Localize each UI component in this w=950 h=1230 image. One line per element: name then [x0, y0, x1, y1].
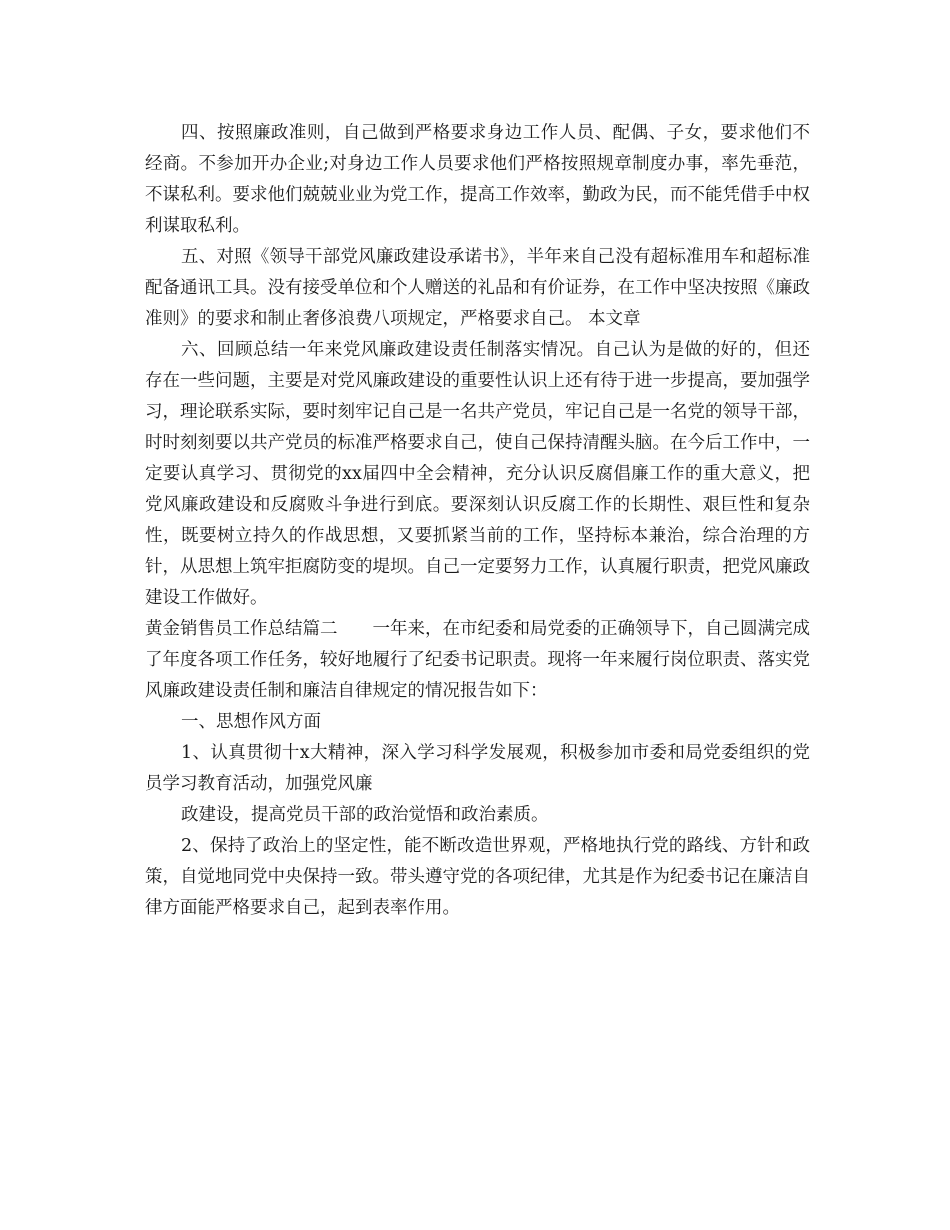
subheading-thought-style: 一、思想作风方面	[181, 712, 321, 732]
paragraph-4: 四、按照廉政准则，自己做到严格要求身边工作人员、配偶、子女，要求他们不经商。不参加开办企业;对身边工作人员要求他们严格按照规章制度办事，率先垂范，不谋私利。要求他们兢兢业业为党工作，提高工作效率，勤政为民，而不能凭借手中权利谋取私利。	[145, 123, 810, 236]
document-body	[145, 118, 810, 924]
paragraph-item-1-cont: 政建设，提高党员干部的政治觉悟和政治素质。	[181, 805, 549, 825]
section-heading-paragraph: 黄金销售员工作总结篇二 一年来，在市纪委和局党委的正确领导下，自己圆满完成了年度各项工作任务，较好地履行了纪委书记职责。现将一年来履行岗位职责、落实党风廉政建设责任制和廉洁自律规定的情况报告如下：	[145, 619, 810, 701]
paragraph-item-1: 1、认真贯彻十x大精神，深入学习科学发展观，积极参加市委和局党委组织的党员学习教育活动，加强党风廉	[145, 743, 810, 794]
paragraph-5: 五、对照《领导干部党风廉政建设承诺书》，半年来自己没有超标准用车和超标准配备通讯工具。没有接受单位和个人赠送的礼品和有价证券，在工作中坚决按照《廉政准则》的要求和制止奢侈浪费八项规定，严格要求自己。 本文章	[145, 247, 810, 329]
paragraph-item-2: 2、保持了政治上的坚定性，能不断改造世界观，严格地执行党的路线、方针和政策，自觉地同党中央保持一致。带头遵守党的各项纪律，尤其是作为纪委书记在廉洁自律方面能严格要求自己，起到表率作用。	[145, 836, 810, 918]
paragraph-6: 六、回顾总结一年来党风廉政建设责任制落实情况。自己认为是做的好的，但还存在一些问题，主要是对党风廉政建设的重要性认识上还有待于进一步提高，要加强学习，理论联系实际，要时刻牢记自己是一名共产党员，牢记自己是一名党的领导干部，时时刻刻要以共产党员的标准严格要求自己，使自己保持清醒头脑。在今后工作中，一定要认真学习、贯彻党的xx届四中全会精神，充分认识反腐倡廉工作的重大意义，把党风廉政建设和反腐败斗争进行到底。要深刻认识反腐工作的长期性、艰巨性和复杂性，既要树立持久的作战思想，又要抓紧当前的工作，坚持标本兼治，综合治理的方针，从思想上筑牢拒腐防变的堤坝。自己一定要努力工作，认真履行职责，把党风廉政建设工作做好。	[145, 340, 810, 608]
